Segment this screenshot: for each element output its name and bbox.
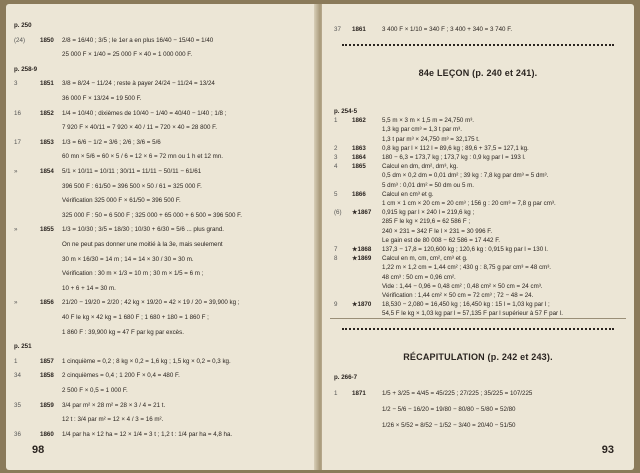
solution-text: 1/2 − 5/6 − 16/20 = 19/80 − 80/80 − 5/80 = 52/80 — [382, 406, 516, 413]
solution-text: Vérification 325 000 F × 61/50 = 396 500 F. — [62, 197, 181, 205]
solution-text: Vérification : 1,44 cm² × 50 cm = 72 cm³ ; 72 − 48 = 24. — [382, 292, 534, 299]
solution-text: 285 F le kg × 219,6 = 62 586 F ; — [382, 218, 471, 226]
solution-text: 240 × 231 = 342 F le l × 231 = 30 996 F. — [382, 227, 493, 235]
problem-number: 1853 — [40, 138, 54, 146]
section-ref: p. 266-7 — [334, 374, 358, 381]
problem-number: 1855 — [40, 226, 54, 234]
exercise-ref: 35 — [14, 401, 21, 409]
problem-number: 1862 — [352, 117, 366, 125]
exercise-ref: 1 — [334, 117, 338, 125]
exercise-ref: 37 — [334, 26, 341, 33]
exercise-ref: 1 — [14, 357, 18, 365]
solution-text: 0,8 kg par l × 112 l = 89,6 kg ; 89,6 + 37,5 = 127,1 kg. — [382, 144, 529, 152]
solution-text: 12 t : 3/4 par m² = 12 × 4 / 3 = 16 m². — [62, 416, 164, 424]
solution-text: 1/3 = 6/6 − 1/2 = 3/6 ; 2/6 ; 3/6 = 5/6 — [62, 138, 161, 146]
solution-text: 5,5 m × 3 m × 1,5 m = 24,750 m³. — [382, 117, 474, 125]
problem-number: 1861 — [352, 26, 366, 33]
solution-text: 5 dm³ : 0,01 dm² = 50 dm ou 5 m. — [382, 181, 474, 189]
exercise-ref: 3 — [334, 154, 338, 161]
solution-text: 1/4 = 10/40 ; dixièmes de 10/40 − 1/40 = 40/40 − 1/40 ; 1/8 ; — [62, 109, 227, 117]
exercise-ref: 3 — [14, 80, 18, 88]
solution-text: 1,22 m × 1,2 cm = 1,44 cm² ; 430 g : 8,75 g par cm³ = 48 cm³. — [382, 264, 552, 272]
section-ref: p. 251 — [14, 343, 32, 351]
exercise-ref: » — [14, 168, 18, 175]
problem-number: 1858 — [40, 372, 54, 380]
solution-text: 54,5 F le kg × 1,03 kg par l = 57,135 F par l supérieur à 57 F par l. — [382, 310, 563, 318]
problem-number: 1857 — [40, 357, 54, 365]
solution-text: Le gain est de 80 008 − 62 586 = 17 442 F. — [382, 236, 501, 244]
solution-text: Calcul en dm, dm², dm³, kg. — [382, 163, 458, 171]
solution-text: 10 + 6 + 14 = 30 m. — [62, 284, 116, 292]
exercise-ref: 9 — [334, 301, 338, 309]
left-page-number: 98 — [32, 444, 45, 456]
solution-text: 1,3 t par m³ × 24,750 m³ = 32,175 t. — [382, 135, 480, 143]
exercise-ref: 34 — [14, 372, 21, 380]
recap-heading: RÉCAPITULATION (p. 242 et 243). — [403, 352, 553, 362]
solution-text: 2/8 = 16/40 ; 3/5 ; le 1er a en plus 16/40 − 15/40 = 1/40 — [62, 36, 214, 44]
solution-text: 1/5 + 3/25 = 4/45 = 45/225 ; 27/225 ; 35/225 = 107/225 — [382, 390, 533, 397]
exercise-ref: 17 — [14, 138, 21, 146]
problem-number: ★1867 — [352, 209, 372, 217]
solution-text: 3/8 = 8/24 − 11/24 ; reste à payer 24/24 − 11/24 = 13/24 — [62, 80, 215, 88]
problem-number: 1850 — [40, 36, 54, 44]
exercise-ref: (24) — [14, 36, 26, 44]
solution-text: Calcul en cm³ et g. — [382, 190, 434, 198]
dotted-divider-top — [342, 44, 614, 46]
solution-text: 7 920 F × 40/11 = 7 920 × 40 / 11 = 720 × 40 = 28 800 F. — [62, 124, 217, 132]
solution-text: 1 cinquième = 0,2 ; 8 kg × 0,2 = 1,6 kg ; 1,5 kg × 0,2 = 0,3 kg. — [62, 357, 231, 365]
solution-text: 21/20 − 19/20 = 2/20 ; 42 kg × 19/20 = 42 × 19 / 20 = 39,900 kg ; — [62, 299, 240, 307]
solution-text: 137,3 − 17,8 = 120,600 kg ; 120,6 kg : 0,915 kg par l = 130 l. — [382, 246, 548, 253]
problem-number: 1860 — [40, 430, 54, 438]
exercise-ref: 1 — [334, 390, 338, 397]
problem-number: 1852 — [40, 109, 54, 117]
solution-text: 0,915 kg par l × 240 l = 219,6 kg ; — [382, 209, 475, 217]
exercise-ref: » — [14, 226, 18, 234]
problem-number: 1851 — [40, 80, 54, 88]
solution-text: 2 cinquièmes = 0,4 ; 1 200 F × 0,4 = 480 F. — [62, 372, 180, 380]
right-page-number: 93 — [601, 444, 614, 456]
exercise-ref: 16 — [14, 109, 21, 117]
exercise-ref: 2 — [334, 144, 338, 152]
problem-number: 1865 — [352, 163, 366, 171]
section-ref: p. 258-9 — [14, 65, 38, 73]
solution-text: 396 500 F : 61/50 = 396 500 × 50 / 61 = 325 000 F. — [62, 182, 202, 190]
solution-text: 3/4 par m² × 28 m² = 28 × 3 / 4 = 21 t. — [62, 401, 166, 409]
left-page — [6, 4, 318, 470]
solution-text: 36 000 F × 13/24 = 19 500 F. — [62, 95, 142, 102]
solution-text: 1/4 par ha × 12 ha = 12 × 1/4 = 3 t ; 1,2 t : 1/4 par ha = 4,8 ha. — [62, 430, 233, 438]
section-ref: p. 254-5 — [334, 108, 358, 115]
problem-number: 1864 — [352, 154, 366, 161]
solution-text: Calcul en m, cm, cm², cm³ et g. — [382, 255, 468, 263]
solution-text: 1/3 = 10/30 ; 3/5 = 18/30 ; 10/30 + 6/30 = 5/6 ... plus grand. — [62, 226, 225, 234]
solution-text: 2 500 F × 0,5 = 1 000 F. — [62, 387, 128, 394]
solution-text: Vérification : 30 m × 1/3 = 10 m ; 30 m × 1/5 = 6 m ; — [62, 270, 204, 278]
problem-number: 1859 — [40, 401, 54, 409]
exercise-ref: 7 — [334, 246, 338, 253]
exercise-ref: 36 — [14, 430, 21, 438]
lesson-heading: 84e LEÇON (p. 240 et 241). — [418, 68, 538, 78]
problem-number: ★1869 — [352, 255, 372, 263]
solution-text: 1,3 kg par cm³ = 1,3 t par m³. — [382, 126, 462, 134]
exercise-ref: 5 — [334, 190, 338, 198]
solution-text: 1 860 F : 39,900 kg = 47 F par kg par excès. — [62, 328, 184, 336]
solution-text: 5/1 × 10/11 = 10/11 ; 30/11 = 11/11 − 50/11 − 61/61 — [62, 168, 202, 175]
problem-number: 1866 — [352, 190, 366, 198]
exercise-ref: » — [14, 299, 18, 307]
right-page — [322, 4, 634, 470]
problem-number: 1856 — [40, 299, 54, 307]
solution-text: 25 000 F × 1/40 = 25 000 F × 40 = 1 000 000 F. — [62, 51, 193, 59]
solution-text: 3 400 F × 1/10 = 340 F ; 3 400 + 340 = 3 740 F. — [382, 26, 513, 33]
problem-number: ★1870 — [352, 301, 372, 309]
exercise-ref: 8 — [334, 255, 338, 263]
problem-number: 1863 — [352, 144, 366, 152]
solution-text: Vide : 1,44 − 0,96 = 0,48 cm² ; 0,48 cm² × 50 cm = 24 cm³. — [382, 282, 543, 290]
solution-text: 0,5 dm × 0,2 dm = 0,01 dm² ; 39 kg : 7,8 kg par dm³ = 5 dm³. — [382, 172, 549, 180]
problem-number: 1871 — [352, 390, 366, 397]
problem-number: ★1868 — [352, 246, 372, 253]
exercise-ref: (6) — [334, 209, 342, 217]
solution-text: 180 − 6,3 = 173,7 kg ; 173,7 kg : 0,9 kg par l = 193 l. — [382, 154, 526, 161]
exercise-ref: 4 — [334, 163, 338, 171]
solution-text: 18,530 − 2,080 = 16,450 kg ; 16,450 kg : 15 l = 1,03 kg par l ; — [382, 301, 550, 309]
problem-number: 1854 — [40, 168, 54, 175]
solution-text: 40 F le kg × 42 kg = 1 680 F ; 1 680 + 180 = 1 860 F ; — [62, 314, 209, 321]
section-ref: p. 250 — [14, 22, 32, 29]
solution-text: 1/26 × 5/52 = 8/52 − 1/52 − 3/40 = 20/40 − 51/50 — [382, 422, 516, 429]
solution-text: On ne peut pas donner une moitié à la 3e, mais seulement — [62, 241, 223, 248]
solution-text: 48 cm³ : 50 cm = 0,96 cm². — [382, 273, 456, 281]
solution-text: 1 cm × 1 cm × 20 cm = 20 cm³ ; 156 g : 20 cm³ = 7,8 g par cm³. — [382, 200, 556, 207]
solution-text: 60 mn × 5/6 = 60 × 5 / 6 = 12 × 6 = 72 mn ou 1 h et 12 mn. — [62, 153, 223, 161]
solution-text: 325 000 F : 50 = 6 500 F ; 325 000 + 65 000 + 6 500 = 396 500 F. — [62, 211, 242, 219]
dotted-divider-bottom — [342, 328, 614, 330]
solution-text: 30 m × 16/30 = 14 m ; 14 = 14 × 30 / 30 = 30 m. — [62, 255, 194, 263]
